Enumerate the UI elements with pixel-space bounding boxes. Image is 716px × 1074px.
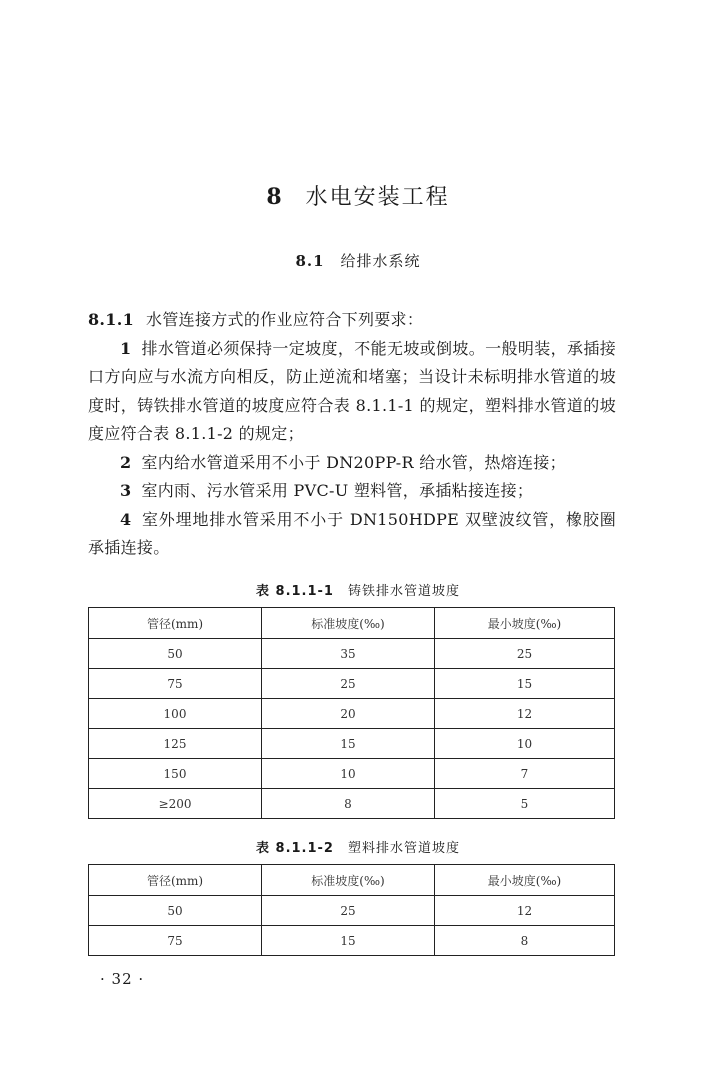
table-cell: 8 (262, 789, 435, 819)
table1-caption-number: 表 8.1.1-1 (256, 584, 334, 599)
table-row (89, 759, 615, 789)
item-number: 2 (120, 452, 132, 472)
table-header-row (89, 608, 615, 639)
table-cell: 75 (89, 669, 262, 699)
table1-caption-title: 铸铁排水管道坡度 (347, 584, 460, 599)
table-cell: 25 (262, 896, 435, 926)
item-paragraph (88, 506, 616, 563)
table-row (89, 729, 615, 759)
section-title (0, 250, 716, 271)
table-row (89, 896, 615, 926)
table-row (89, 669, 615, 699)
table-cell: 10 (262, 759, 435, 789)
table-cell: 15 (435, 669, 615, 699)
item-number: 4 (120, 509, 132, 529)
table-cell: 15 (262, 729, 435, 759)
table-header-cell: 最小坡度(‰) (435, 865, 615, 896)
table-header-cell: 最小坡度(‰) (435, 608, 615, 639)
table-cell: 5 (435, 789, 615, 819)
clause-number: 8.1.1 (88, 310, 135, 329)
clause-paragraph (88, 306, 616, 335)
chapter-title (0, 180, 716, 211)
item-paragraph (88, 477, 616, 506)
section-title-text: 给排水系统 (340, 252, 421, 270)
table-header-cell: 标准坡度(‰) (262, 608, 435, 639)
table-header-cell: 管径(mm) (89, 865, 262, 896)
table-cell: 50 (89, 639, 262, 669)
item-text: 室外埋地排水管采用不小于 DN150HDPE 双壁波纹管，橡胶圈承插连接。 (88, 509, 616, 557)
table-cell: 35 (262, 639, 435, 669)
item-text: 室内雨、污水管采用 PVC-U 塑料管，承插粘接连接； (141, 481, 534, 500)
table-cell: 15 (262, 926, 435, 956)
table-row (89, 926, 615, 956)
table-header-row (89, 865, 615, 896)
item-number: 3 (120, 481, 132, 500)
table-cell: 50 (89, 896, 262, 926)
table-cell: 100 (89, 699, 262, 729)
table-header-cell: 管径(mm) (89, 608, 262, 639)
table-cell: 150 (89, 759, 262, 789)
table2-caption-title: 塑料排水管道坡度 (347, 841, 460, 856)
table-cell: 20 (262, 699, 435, 729)
table-cell: 25 (262, 669, 435, 699)
table-cell: 125 (89, 729, 262, 759)
body-text (88, 306, 616, 563)
item-paragraph (88, 449, 616, 478)
chapter-title-text: 水电安装工程 (305, 185, 450, 210)
item-text: 室内给水管道采用不小于 DN20PP-R 给水管，热熔连接； (141, 452, 566, 472)
chapter-number: 8 (266, 184, 284, 210)
table-row (89, 789, 615, 819)
table2 (88, 864, 615, 956)
table-cell: 25 (435, 639, 615, 669)
item-paragraph (88, 335, 616, 449)
item-text: 排水管道必须保持一定坡度，不能无坡或倒坡。一般明装，承插接口方向应与水流方向相反，防止逆流和堵塞；当设计未标明排水管道的坡度时，铸铁排水管道的坡度应符合表 8.1.1-1 的规定，塑料排水管道的坡度应符合表 8.1.1-2 的规定； (88, 338, 616, 443)
table1 (88, 607, 615, 819)
table-cell: 10 (435, 729, 615, 759)
table-cell: 7 (435, 759, 615, 789)
table1-caption (0, 580, 716, 599)
page-number: · 32 · (100, 970, 145, 988)
clause-text: 水管连接方式的作业应符合下列要求： (146, 310, 424, 329)
table-header-cell: 标准坡度(‰) (262, 865, 435, 896)
table-row (89, 699, 615, 729)
table-cell: 12 (435, 896, 615, 926)
section-number: 8.1 (295, 252, 325, 270)
table-cell: 8 (435, 926, 615, 956)
table2-caption (0, 837, 716, 856)
table-cell: 75 (89, 926, 262, 956)
item-number: 1 (120, 338, 132, 358)
table2-caption-number: 表 8.1.1-2 (256, 841, 334, 856)
table-row (89, 639, 615, 669)
table-cell: ≥200 (89, 789, 262, 819)
table-cell: 12 (435, 699, 615, 729)
